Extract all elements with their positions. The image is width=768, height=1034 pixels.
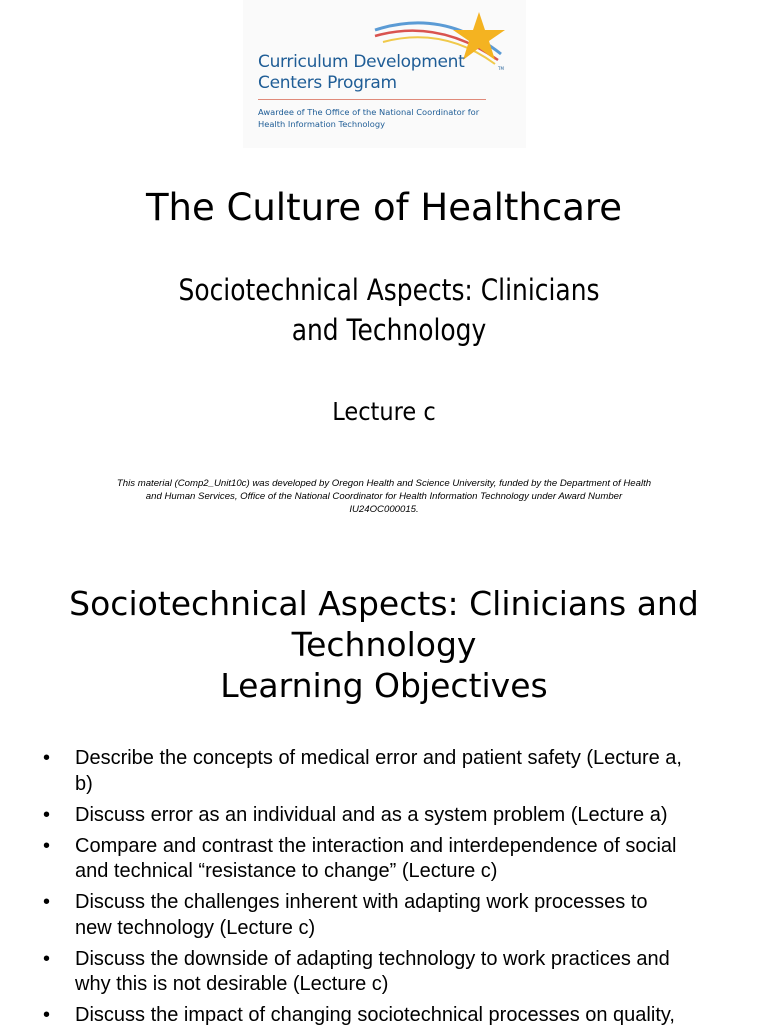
disclaimer-line3: IU24OC000015. — [349, 504, 419, 515]
lecture-label: Lecture c — [332, 397, 436, 426]
slide1-subtitle — [54, 270, 723, 350]
objective-line2: new technology (Lecture c) — [75, 916, 316, 939]
bullet: • — [43, 834, 51, 857]
cdcp-logo — [243, 0, 526, 148]
objective-line1: Compare and contrast the interaction and interdependence of social — [75, 834, 677, 857]
bullet: • — [43, 947, 51, 970]
disclaimer — [84, 477, 684, 516]
objective-line1: Discuss the impact of changing sociotechnical processes on quality, — [75, 1004, 675, 1026]
objective-item — [0, 834, 768, 885]
slide2-title-line2: Technology — [291, 625, 477, 664]
objective-line1: Discuss error as an individual and as a system problem (Lecture a) — [75, 803, 668, 826]
logo-award-line1: Awardee of The Office of the National Coordinator for — [258, 107, 480, 117]
objectives-list — [0, 746, 768, 1034]
bullet: • — [43, 891, 51, 913]
disclaimer-line1: This material (Comp2_Unit10c) was developed by Oregon Health and Science University, funded by the Department of Health — [116, 478, 652, 489]
objective-line2: b) — [75, 772, 93, 795]
bullet: • — [43, 1004, 51, 1026]
slide2-title-line3: Learning Objectives — [220, 666, 548, 705]
objective-line2: and technical “resistance to change” (Lecture c) — [75, 860, 498, 882]
objective-line1: Describe the concepts of medical error and patient safety (Lecture a, — [75, 747, 682, 769]
slide2-title — [0, 583, 768, 706]
subtitle-line2: and Technology — [291, 313, 487, 347]
bullet: • — [43, 803, 51, 826]
disclaimer-line2: and Human Services, Office of the National Coordinator for Health Information Technology under Award Number — [145, 491, 623, 502]
objective-item — [0, 890, 768, 941]
objective-line2: why this is not desirable (Lecture c) — [75, 973, 389, 995]
logo-award-line2: Health Information Technology — [258, 119, 386, 129]
objective-item — [0, 746, 768, 797]
slide1-title: The Culture of Healthcare — [145, 186, 623, 229]
objective-item — [0, 1003, 768, 1029]
logo-text-line2: Centers Program — [258, 73, 397, 93]
bullet: • — [43, 747, 51, 769]
objective-line1: Discuss the challenges inherent with adapting work processes to — [75, 891, 648, 913]
subtitle-line1: Sociotechnical Aspects: Clinicians — [178, 273, 600, 307]
logo-divider — [258, 99, 486, 100]
logo-text-line1: Curriculum Development — [258, 52, 465, 72]
trademark-mark: TM — [498, 66, 504, 71]
objective-item — [0, 947, 768, 998]
objective-item — [0, 803, 768, 829]
slide2-title-line1: Sociotechnical Aspects: Clinicians and — [69, 584, 699, 623]
objective-line1: Discuss the downside of adapting technology to work practices and — [75, 947, 670, 970]
